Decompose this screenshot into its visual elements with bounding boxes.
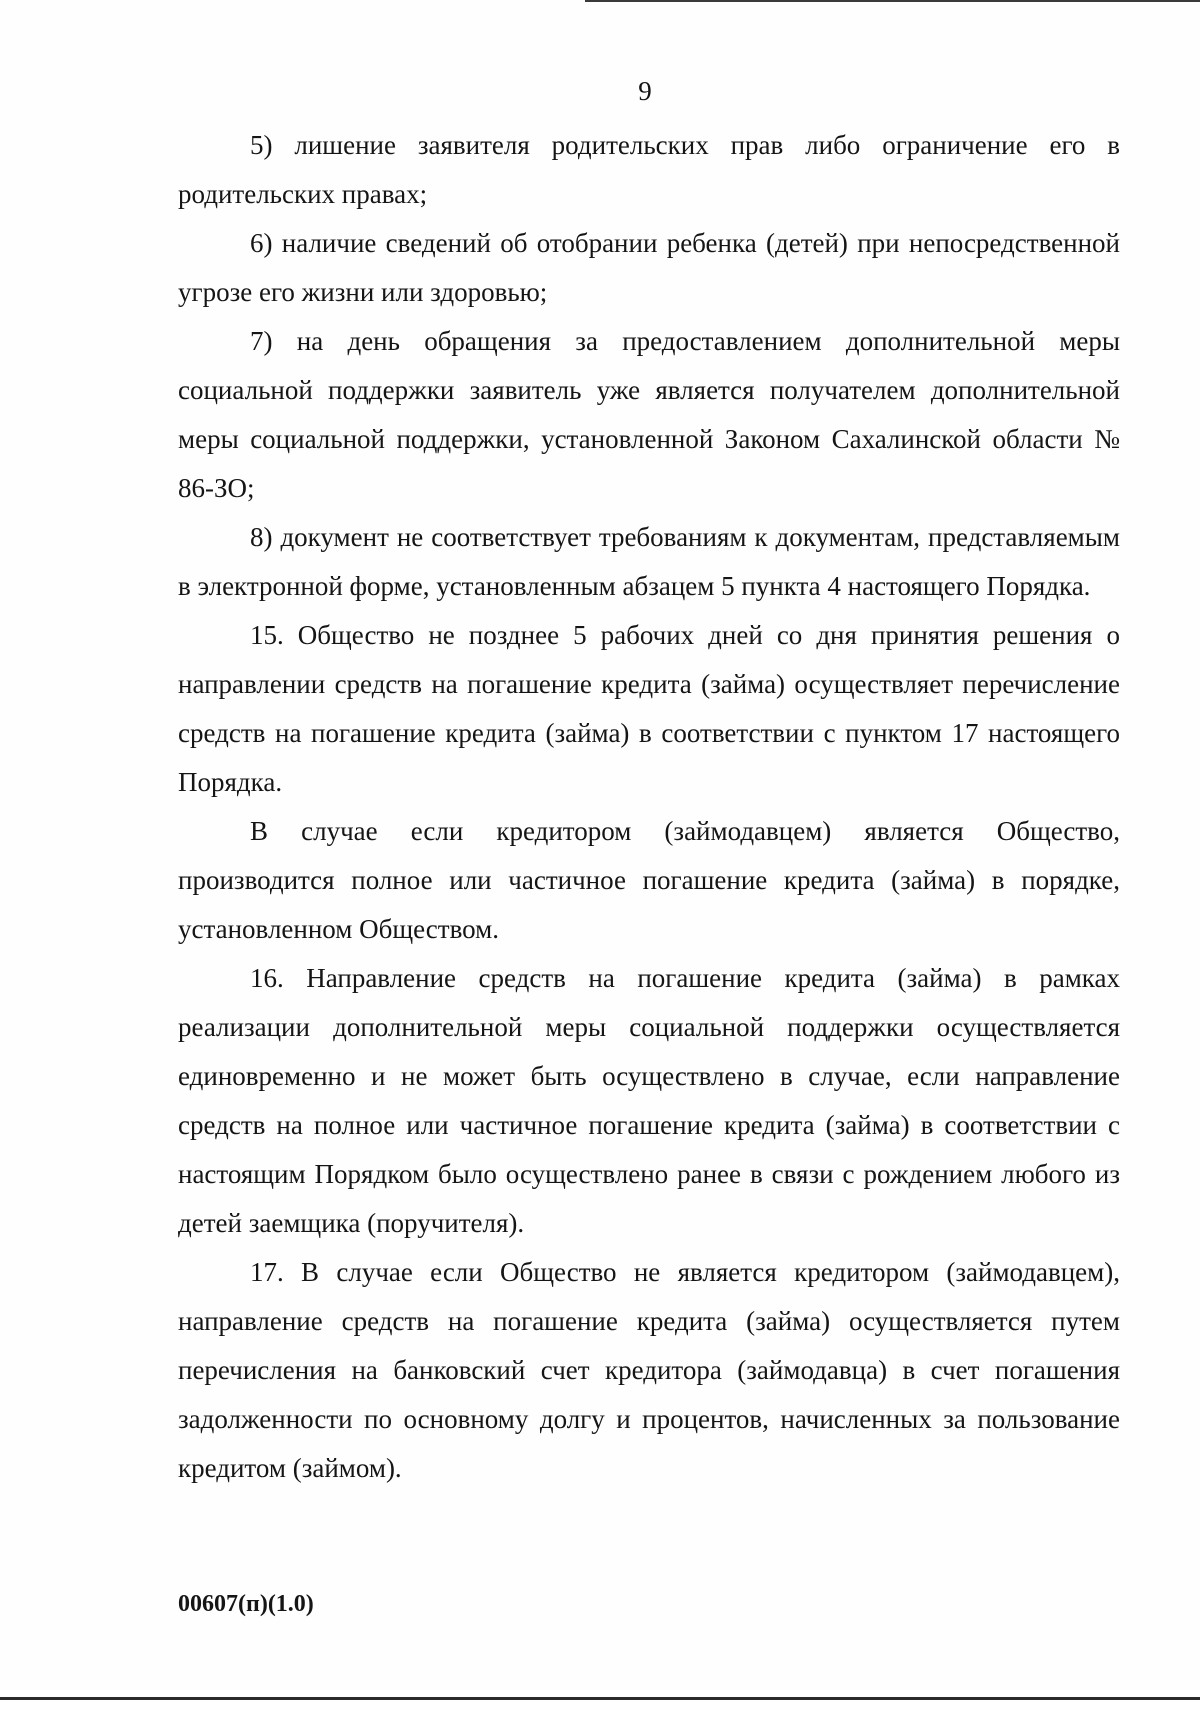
- paragraph-clause-15: 15. Общество не позднее 5 рабочих дней со дня принятия решения о направлении средств на погашение кредита (займа) осуществляет перечисление средств на погашение кредита (займа) в соответствии с пунктом 17 настоящего Порядка.: [178, 620, 1120, 797]
- paragraph-clause-16: 16. Направление средств на погашение кредита (займа) в рамках реализации дополнительной меры социальной поддержки осуществляется единовременно и не может быть осуществлено в случае, если направление средств на полное или частичное погашение кредита (займа) в соответствии с настоящим Порядком было осуществлено ранее в связи с рождением любого из детей заемщика (поручителя).: [178, 963, 1120, 1238]
- paragraph-clause-17: 17. В случае если Общество не является кредитором (займодавцем), направление средств на погашение кредита (займа) осуществляется путем перечисления на банковский счет кредитора (займодавца) в счет погашения задолженности по основному долгу и процентов, начисленных за пользование кредитом (займом).: [178, 1257, 1120, 1483]
- top-rule: [585, 0, 1200, 2]
- document-body: [178, 121, 1120, 1493]
- paragraph-clause-15-addendum: В случае если кредитором (займодавцем) является Общество, производится полное или частичное погашение кредита (займа) в порядке, установленном Обществом.: [178, 816, 1120, 944]
- paragraph-item-5: 5) лишение заявителя родительских прав либо ограничение его в родительских правах;: [178, 130, 1120, 209]
- paragraph-item-8: 8) документ не соответствует требованиям к документам, представляемым в электронной форме, установленным абзацем 5 пункта 4 настоящего Порядка.: [178, 522, 1120, 601]
- paragraph-item-7: 7) на день обращения за предоставлением дополнительной меры социальной поддержки заявитель уже является получателем дополнительной меры социальной поддержки, установленной Законом Сахалинской области № 86-ЗО;: [178, 326, 1120, 503]
- paragraph-item-6: 6) наличие сведений об отобрании ребенка (детей) при непосредственной угрозе его жизни или здоровью;: [178, 228, 1120, 307]
- bottom-rule: [0, 1697, 1200, 1700]
- document-code: 00607(п)(1.0): [178, 1591, 314, 1617]
- page-number: 9: [638, 76, 652, 106]
